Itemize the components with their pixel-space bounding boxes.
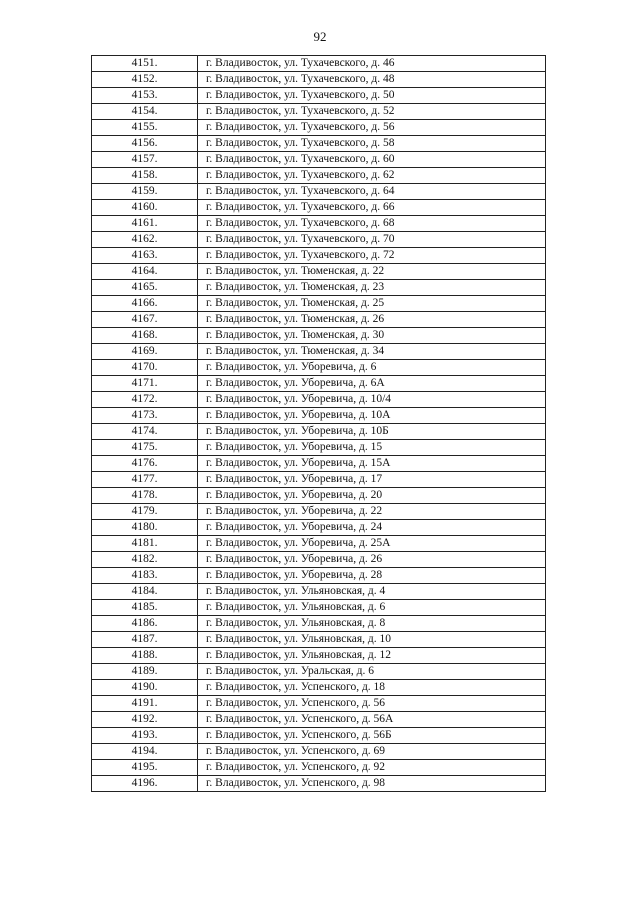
- row-number-cell: 4151.: [92, 56, 198, 72]
- row-number-cell: 4192.: [92, 712, 198, 728]
- address-cell: г. Владивосток, ул. Тухачевского, д. 66: [198, 200, 546, 216]
- table-row: [92, 632, 546, 648]
- address-table: [91, 55, 546, 792]
- table-row: [92, 728, 546, 744]
- table-row: [92, 104, 546, 120]
- row-number-cell: 4159.: [92, 184, 198, 200]
- address-cell: г. Владивосток, ул. Уборевича, д. 24: [198, 520, 546, 536]
- table-row: [92, 664, 546, 680]
- row-number-cell: 4173.: [92, 408, 198, 424]
- row-number-cell: 4194.: [92, 744, 198, 760]
- address-cell: г. Владивосток, ул. Успенского, д. 69: [198, 744, 546, 760]
- row-number-cell: 4191.: [92, 696, 198, 712]
- page-number: 92: [313, 29, 327, 44]
- row-number-cell: 4188.: [92, 648, 198, 664]
- address-table-body: [92, 56, 546, 792]
- row-number-cell: 4164.: [92, 264, 198, 280]
- table-row: [92, 488, 546, 504]
- table-row: [92, 648, 546, 664]
- table-row: [92, 504, 546, 520]
- table-row: [92, 392, 546, 408]
- row-number-cell: 4163.: [92, 248, 198, 264]
- address-cell: г. Владивосток, ул. Уборевича, д. 10Б: [198, 424, 546, 440]
- row-number-cell: 4165.: [92, 280, 198, 296]
- address-cell: г. Владивосток, ул. Тухачевского, д. 50: [198, 88, 546, 104]
- row-number-cell: 4183.: [92, 568, 198, 584]
- row-number-cell: 4154.: [92, 104, 198, 120]
- table-row: [92, 584, 546, 600]
- row-number-cell: 4174.: [92, 424, 198, 440]
- address-cell: г. Владивосток, ул. Тухачевского, д. 52: [198, 104, 546, 120]
- address-cell: г. Владивосток, ул. Уборевича, д. 26: [198, 552, 546, 568]
- table-row: [92, 600, 546, 616]
- address-cell: г. Владивосток, ул. Тюменская, д. 23: [198, 280, 546, 296]
- address-cell: г. Владивосток, ул. Тухачевского, д. 46: [198, 56, 546, 72]
- address-cell: г. Владивосток, ул. Тюменская, д. 34: [198, 344, 546, 360]
- table-row: [92, 616, 546, 632]
- address-cell: г. Владивосток, ул. Уборевича, д. 10А: [198, 408, 546, 424]
- address-cell: г. Владивосток, ул. Уборевича, д. 22: [198, 504, 546, 520]
- table-row: [92, 552, 546, 568]
- table-row: [92, 88, 546, 104]
- table-row: [92, 520, 546, 536]
- row-number-cell: 4155.: [92, 120, 198, 136]
- address-cell: г. Владивосток, ул. Успенского, д. 18: [198, 680, 546, 696]
- address-cell: г. Владивосток, ул. Ульяновская, д. 12: [198, 648, 546, 664]
- address-cell: г. Владивосток, ул. Тюменская, д. 30: [198, 328, 546, 344]
- row-number-cell: 4187.: [92, 632, 198, 648]
- table-row: [92, 264, 546, 280]
- address-cell: г. Владивосток, ул. Уборевича, д. 15А: [198, 456, 546, 472]
- row-number-cell: 4169.: [92, 344, 198, 360]
- row-number-cell: 4158.: [92, 168, 198, 184]
- table-row: [92, 472, 546, 488]
- row-number-cell: 4166.: [92, 296, 198, 312]
- table-row: [92, 568, 546, 584]
- address-cell: г. Владивосток, ул. Уборевича, д. 28: [198, 568, 546, 584]
- row-number-cell: 4180.: [92, 520, 198, 536]
- row-number-cell: 4157.: [92, 152, 198, 168]
- table-row: [92, 232, 546, 248]
- address-cell: г. Владивосток, ул. Тюменская, д. 22: [198, 264, 546, 280]
- address-cell: г. Владивосток, ул. Тухачевского, д. 64: [198, 184, 546, 200]
- table-row: [92, 536, 546, 552]
- address-cell: г. Владивосток, ул. Успенского, д. 92: [198, 760, 546, 776]
- table-row: [92, 280, 546, 296]
- address-cell: г. Владивосток, ул. Тухачевского, д. 48: [198, 72, 546, 88]
- row-number-cell: 4160.: [92, 200, 198, 216]
- table-row: [92, 376, 546, 392]
- table-row: [92, 120, 546, 136]
- address-cell: г. Владивосток, ул. Уборевича, д. 10/4: [198, 392, 546, 408]
- table-row: [92, 184, 546, 200]
- row-number-cell: 4172.: [92, 392, 198, 408]
- table-row: [92, 312, 546, 328]
- row-number-cell: 4190.: [92, 680, 198, 696]
- address-cell: г. Владивосток, ул. Успенского, д. 56А: [198, 712, 546, 728]
- row-number-cell: 4168.: [92, 328, 198, 344]
- row-number-cell: 4193.: [92, 728, 198, 744]
- table-row: [92, 152, 546, 168]
- table-row: [92, 424, 546, 440]
- table-row: [92, 440, 546, 456]
- table-row: [92, 760, 546, 776]
- table-row: [92, 56, 546, 72]
- address-cell: г. Владивосток, ул. Тюменская, д. 25: [198, 296, 546, 312]
- row-number-cell: 4186.: [92, 616, 198, 632]
- row-number-cell: 4184.: [92, 584, 198, 600]
- table-row: [92, 72, 546, 88]
- address-cell: г. Владивосток, ул. Уборевича, д. 6: [198, 360, 546, 376]
- table-row: [92, 136, 546, 152]
- row-number-cell: 4181.: [92, 536, 198, 552]
- row-number-cell: 4189.: [92, 664, 198, 680]
- row-number-cell: 4162.: [92, 232, 198, 248]
- row-number-cell: 4175.: [92, 440, 198, 456]
- address-cell: г. Владивосток, ул. Тухачевского, д. 58: [198, 136, 546, 152]
- address-cell: г. Владивосток, ул. Уборевича, д. 20: [198, 488, 546, 504]
- table-row: [92, 248, 546, 264]
- address-cell: г. Владивосток, ул. Ульяновская, д. 10: [198, 632, 546, 648]
- address-cell: г. Владивосток, ул. Тухачевского, д. 72: [198, 248, 546, 264]
- row-number-cell: 4177.: [92, 472, 198, 488]
- address-cell: г. Владивосток, ул. Ульяновская, д. 6: [198, 600, 546, 616]
- row-number-cell: 4195.: [92, 760, 198, 776]
- row-number-cell: 4156.: [92, 136, 198, 152]
- table-row: [92, 680, 546, 696]
- address-cell: г. Владивосток, ул. Успенского, д. 56: [198, 696, 546, 712]
- table-row: [92, 456, 546, 472]
- address-cell: г. Владивосток, ул. Тухачевского, д. 68: [198, 216, 546, 232]
- table-row: [92, 296, 546, 312]
- row-number-cell: 4185.: [92, 600, 198, 616]
- row-number-cell: 4171.: [92, 376, 198, 392]
- row-number-cell: 4176.: [92, 456, 198, 472]
- row-number-cell: 4167.: [92, 312, 198, 328]
- row-number-cell: 4196.: [92, 776, 198, 792]
- row-number-cell: 4153.: [92, 88, 198, 104]
- address-cell: г. Владивосток, ул. Уборевича, д. 6А: [198, 376, 546, 392]
- table-row: [92, 216, 546, 232]
- address-cell: г. Владивосток, ул. Ульяновская, д. 4: [198, 584, 546, 600]
- table-row: [92, 344, 546, 360]
- address-cell: г. Владивосток, ул. Ульяновская, д. 8: [198, 616, 546, 632]
- address-cell: г. Владивосток, ул. Уральская, д. 6: [198, 664, 546, 680]
- address-cell: г. Владивосток, ул. Тухачевского, д. 60: [198, 152, 546, 168]
- table-row: [92, 744, 546, 760]
- row-number-cell: 4170.: [92, 360, 198, 376]
- table-row: [92, 360, 546, 376]
- row-number-cell: 4179.: [92, 504, 198, 520]
- row-number-cell: 4182.: [92, 552, 198, 568]
- address-cell: г. Владивосток, ул. Тухачевского, д. 70: [198, 232, 546, 248]
- table-row: [92, 776, 546, 792]
- table-row: [92, 408, 546, 424]
- address-cell: г. Владивосток, ул. Тухачевского, д. 62: [198, 168, 546, 184]
- address-cell: г. Владивосток, ул. Успенского, д. 56Б: [198, 728, 546, 744]
- address-cell: г. Владивосток, ул. Тюменская, д. 26: [198, 312, 546, 328]
- row-number-cell: 4152.: [92, 72, 198, 88]
- address-cell: г. Владивосток, ул. Уборевича, д. 25А: [198, 536, 546, 552]
- row-number-cell: 4161.: [92, 216, 198, 232]
- row-number-cell: 4178.: [92, 488, 198, 504]
- address-cell: г. Владивосток, ул. Успенского, д. 98: [198, 776, 546, 792]
- table-row: [92, 328, 546, 344]
- table-row: [92, 712, 546, 728]
- address-cell: г. Владивосток, ул. Уборевича, д. 15: [198, 440, 546, 456]
- table-row: [92, 696, 546, 712]
- table-row: [92, 200, 546, 216]
- table-row: [92, 168, 546, 184]
- address-cell: г. Владивосток, ул. Уборевича, д. 17: [198, 472, 546, 488]
- address-cell: г. Владивосток, ул. Тухачевского, д. 56: [198, 120, 546, 136]
